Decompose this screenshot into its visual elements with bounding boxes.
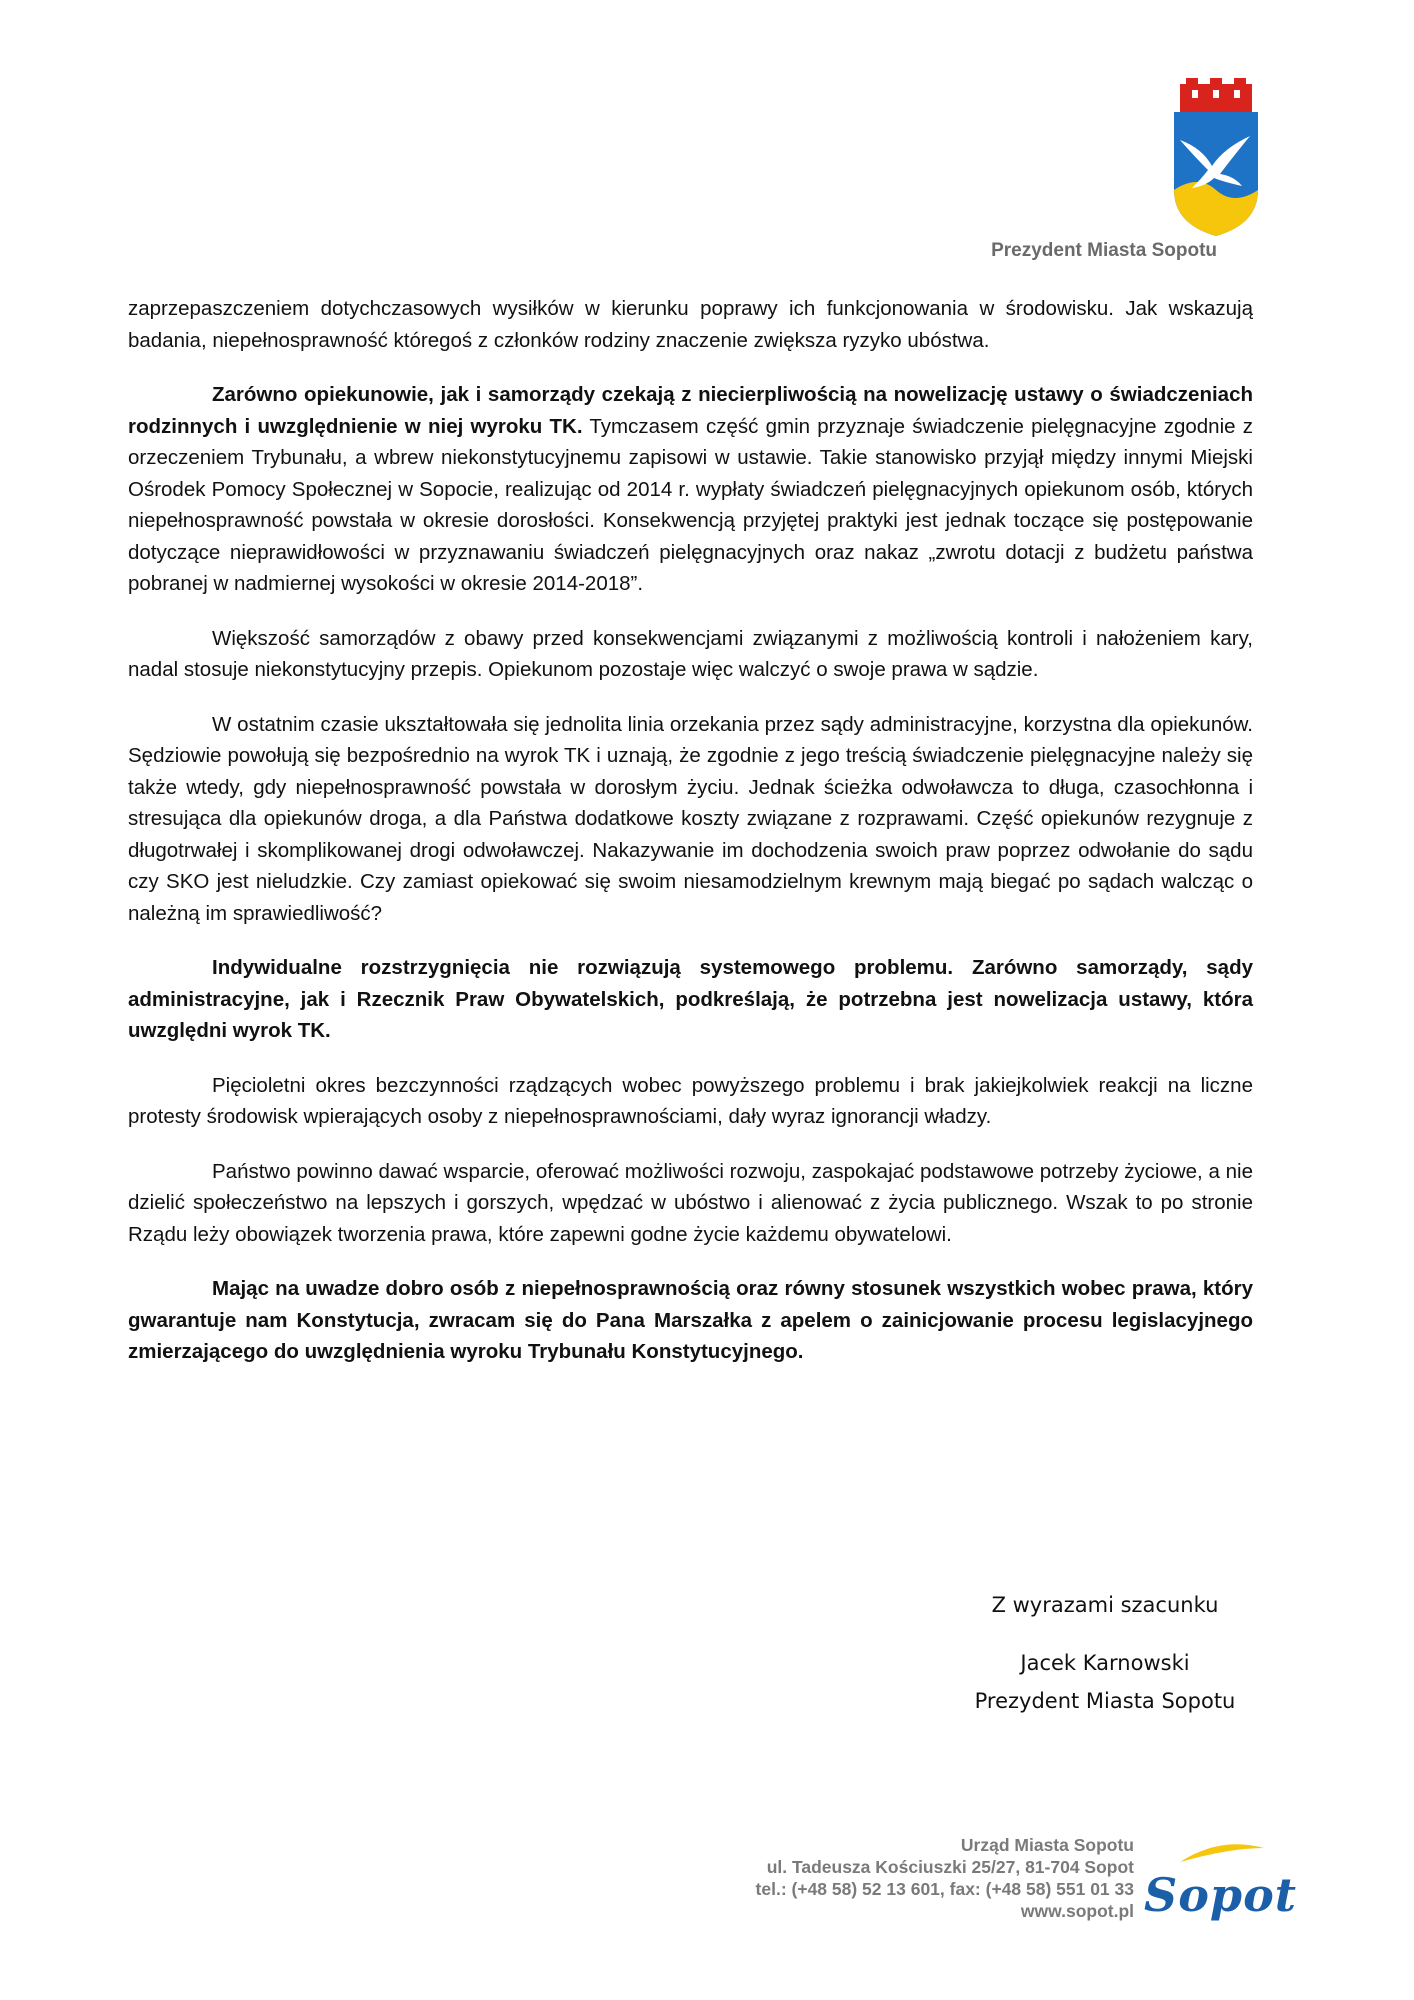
footer-address: ul. Tadeusza Kościuszki 25/27, 81-704 Sopot xyxy=(766,1857,1134,1877)
signature-role: Prezydent Miasta Sopotu xyxy=(974,1689,1236,1713)
signature-closing: Z wyrazami szacunku xyxy=(991,1593,1219,1617)
paragraph-7: Państwo powinno dawać wsparcie, oferować możliwości rozwoju, zaspokajać podstawowe potrzeby życiowe, a nie dzielić społeczeństwo na lepszych i gorszych, wpędzać w ubóstwo i alienować z życia publicznego. Wszak to po stronie Rządu leży obowiązek tworzenia prawa, które zapewni godne życie każdemu obywatelowi. xyxy=(128,1159,1253,1246)
paragraph-2-rest: Tymczasem część gmin przyznaje świadczenie pielęgnacyjne zgodnie z orzeczeniem Trybunału, a wbrew niekonstytucyjnemu zapisowi w ustawie. Takie stanowisko przyjął między innymi Miejski Ośrodek Pomocy Społecznej w Sopocie, realizując od 2014 r. wypłaty świadczeń pielęgnacyjnych opiekunom osób, których niepełnosprawność powstała w okresie dorosłości. Konsekwencją przyjętej praktyki jest jednak toczące się postępowanie dotyczące nieprawidłowości w przyznawaniu świadczeń pielęgnacyjnych oraz nakaz „zwrotu dotacji z budżetu państwa pobranej w nadmiernej wysokości w okresie 2014-2018”. xyxy=(128,414,1254,595)
paragraph-4: W ostatnim czasie ukształtowała się jednolita linia orzekania przez sądy administracyjne, korzystna dla opiekunów. Sędziowie powołują się bezpośrednio na wyrok TK i uznają, że zgodnie z jego treścią świadczenie pielęgnacyjne należy się także wtedy, gdy niepełnosprawność powstała w dorosłym życiu. Jednak ścieżka odwoławcza to długa, czasochłonna i stresująca dla opiekunów droga, a dla Państwa dodatkowe koszty związane z rozprawami. Część opiekunów rezygnuje z długotrwałej i skomplikowanej drogi odwoławczej. Nakazywanie im dochodzenia swoich praw poprzez odwołanie do sądu czy SKO jest nieludzkie. Czy zamiast opiekować się swoim niesamodzielnym krewnym mają biegać po sądach walcząc o należną im sprawiedliwość? xyxy=(128,712,1253,925)
sopot-coat-of-arms-icon xyxy=(1170,78,1262,238)
paragraph-1: zaprzepaszczeniem dotychczasowych wysiłków w kierunku poprawy ich funkcjonowania w środowisku. Jak wskazują badania, niepełnosprawność któregoś z członków rodziny znaczenie zwiększa ryzyko ubóstwa. xyxy=(128,297,1253,352)
paragraph-3: Większość samorządów z obawy przed konsekwencjami związanymi z możliwością kontroli i nałożeniem kary, nadal stosuje niekonstytucyjny przepis. Opiekunom pozostaje więc walczyć o swoje prawa w sądzie. xyxy=(128,626,1253,681)
footer-contact xyxy=(640,1834,1134,1922)
sopot-logo-icon xyxy=(1140,1832,1297,1932)
paragraph-2 xyxy=(128,379,1253,600)
paragraph-5: Indywidualne rozstrzygnięcia nie rozwiązują systemowego problemu. Zarówno samorządy, sądy administracyjne, jak i Rzecznik Praw Obywatelskich, podkreślają, że potrzebna jest nowelizacja ustawy, która uwzględni wyrok TK. xyxy=(128,956,1253,1042)
footer-office: Urząd Miasta Sopotu xyxy=(960,1835,1134,1855)
paragraph-6: Pięcioletni okres bezczynności rządzących wobec powyższego problemu i brak jakiejkolwiek reakcji na liczne protesty środowisk wpierających osoby z niepełnosprawnościami, dały wyraz ignorancji władzy. xyxy=(128,1073,1253,1128)
paragraph-8: Mając na uwadze dobro osób z niepełnosprawnością oraz równy stosunek wszystkich wobec prawa, który gwarantuje nam Konstytucja, zwracam się do Pana Marszałka z apelem o zainicjowanie procesu legislacyjnego zmierzającego do uwzględnienia wyroku Trybunału Konstytucyjnego. xyxy=(128,1277,1253,1363)
footer-contact-numbers: tel.: (+48 58) 52 13 601, fax: (+48 58) 551 01 33 xyxy=(755,1879,1134,1899)
footer-website: www.sopot.pl xyxy=(1020,1901,1134,1921)
sopot-logo-wordmark: Sopot xyxy=(1144,1868,1297,1922)
letter-body xyxy=(128,293,1253,1391)
signature-name: Jacek Karnowski xyxy=(1020,1651,1190,1675)
header-org-title: Prezydent Miasta Sopotu xyxy=(991,240,1217,261)
paragraph-2-bold: Zarówno opiekunowie, jak i samorządy czekają z niecierpliwością na nowelizację ustawy o świadczeniach rodzinnych i uwzględnienie w niej wyroku TK. xyxy=(128,383,1253,438)
signature-block xyxy=(940,1593,1270,1720)
